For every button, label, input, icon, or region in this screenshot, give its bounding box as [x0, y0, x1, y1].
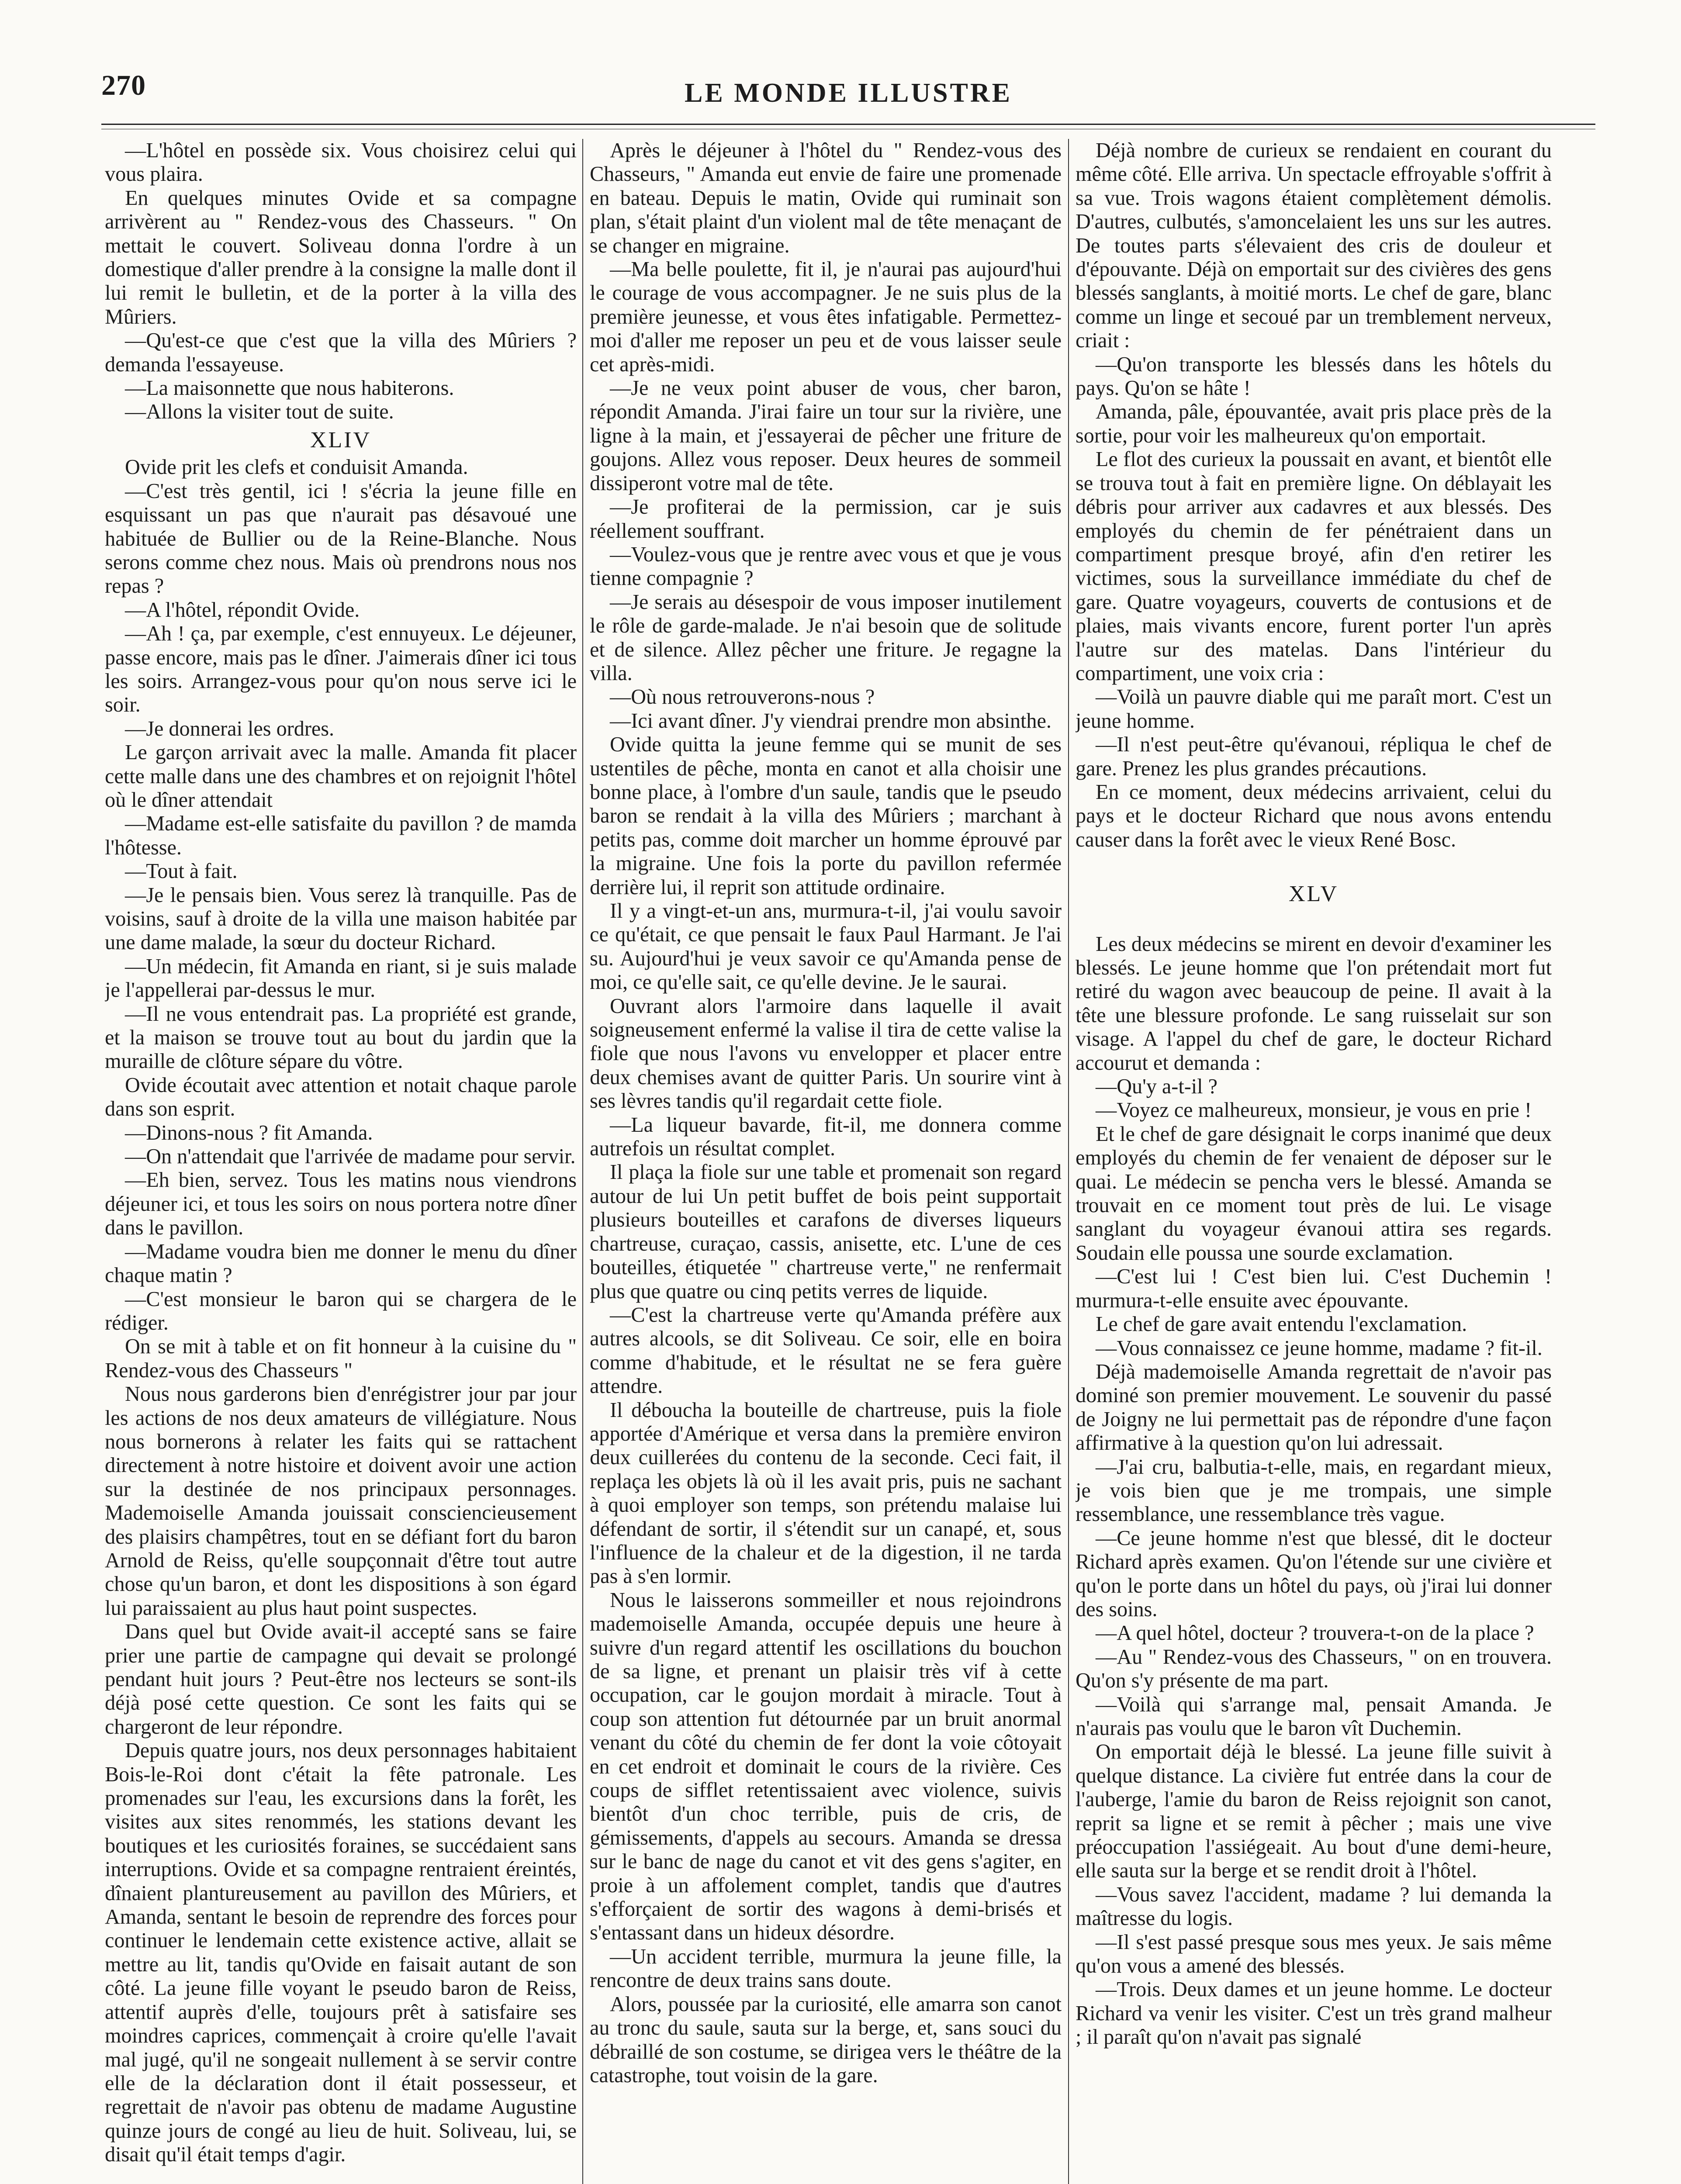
- paragraph: —C'est très gentil, ici ! s'écria la jeune fille en esquissant un pas que n'aurait pas désavoué une habituée de Bullier ou de la Reine-Blanche. Nous serons comme chez nous. Mais où prendrons nous nos repas ?: [105, 479, 577, 598]
- paragraph: —Ce jeune homme n'est que blessé, dit le docteur Richard après examen. Qu'on l'étende sur une civière et qu'on le porte dans un hôtel du pays, où j'irai lui donner des soins.: [1076, 1526, 1552, 1621]
- paragraph: —Tout à fait.: [125, 860, 238, 883]
- paragraph: —A l'hôtel, répondit Ovide.: [125, 598, 360, 622]
- paragraph: —Qu'est-ce que c'est que la villa des Mûriers ? demanda l'essayeuse.: [105, 329, 577, 376]
- paragraph: —J'ai cru, balbutia-t-elle, mais, en regardant mieux, je vois bien que je me trompais, une simple ressemblance, une ressemblance très vague.: [1076, 1455, 1552, 1526]
- paragraph: Amanda, pâle, épouvantée, avait pris place près de la sortie, pour voir les malheureux qu'on emportait.: [1076, 400, 1552, 447]
- paragraph: —C'est la chartreuse verte qu'Amanda préfère aux autres alcools, se dit Soliveau. Ce soir, elle en boira comme d'habitude, et le résultat ne se fera guère attendre.: [590, 1303, 1062, 1398]
- chapter-heading: XLV: [1288, 881, 1339, 907]
- paragraph: —Il ne vous entendrait pas. La propriété est grande, et la maison se trouve tout au bout du jardin que la muraille de clôture sépare du vôtre.: [105, 1002, 577, 1073]
- article-body: [105, 139, 1595, 2184]
- journal-title: LE MONDE ILLUSTRE: [685, 78, 1012, 108]
- paragraph: En quelques minutes Ovide et sa compagne arrivèrent au " Rendez-vous des Chasseurs. " On mettait le couvert. Soliveau donna l'ordre à un domestique d'aller prendre à la consigne la malle dont il lui remit le bulletin, et de la porter à la villa des Mûriers.: [105, 186, 577, 328]
- paragraph: Ovide prit les clefs et conduisit Amanda.: [125, 456, 468, 479]
- paragraph: —Je donnerai les ordres.: [125, 717, 335, 740]
- paragraph: —Je ne veux point abuser de vous, cher baron, répondit Amanda. J'irai faire un tour sur la rivière, une ligne à la main, et j'essayerai de pêcher une friture de goujons. Allez vous reposer. Deux heures de sommeil dissiperont votre mal de tête.: [590, 377, 1062, 495]
- paragraph: —Je profiterai de la permission, car je suis réellement souffrant.: [590, 495, 1062, 543]
- paragraph: —Madame est-elle satisfaite du pavillon ? de mamda l'hôtesse.: [105, 812, 577, 859]
- paragraph: On emportait déjà le blessé. La jeune fille suivit à quelque distance. La civière fut entrée dans la cour de l'auberge, l'amie du baron de Reiss rejoignit son canot, reprit sa ligne et se remit à pêcher ; mais une vive préoccupation l'assiégeait. Au bout d'une demi-heure, elle sauta sur la berge et se rendit droit à l'hôtel.: [1076, 1740, 1552, 1883]
- paragraph: —Ici avant dîner. J'y viendrai prendre mon absinthe.: [610, 709, 1051, 733]
- page-header: [101, 66, 1595, 114]
- header-rule-top: [101, 124, 1595, 125]
- paragraph: —Vous connaissez ce jeune homme, madame ? fit-il.: [1096, 1336, 1543, 1360]
- paragraph: —Allons la visiter tout de suite.: [125, 400, 394, 424]
- paragraph: Déjà nombre de curieux se rendaient en courant du même côté. Elle arriva. Un spectacle effroyable s'offrit à sa vue. Trois wagons étaient complètement démolis. D'autres, culbutés, s'amoncelaient les uns sur les autres. De toutes parts s'élevaient des cris de douleur et d'épouvante. Déjà on emportait sur des civières des gens blessés sanglants, à moitié morts. Le chef de gare, blanc comme un linge et secoué par un tremblement nerveux, criait :: [1076, 139, 1552, 352]
- paragraph: —Il n'est peut-être qu'évanoui, répliqua le chef de gare. Prenez les plus grandes précautions.: [1076, 733, 1552, 780]
- paragraph: Il plaça la fiole sur une table et promenait son regard autour de lui Un petit buffet de bois peint supportait plusieurs bouteilles et carafons de diverses liqueurs chartreuse, curaçao, cassis, anisette, etc. L'une de ces bouteilles, étiquetée " chartreuse verte," ne renfermait plus que quatre ou cinq petits verres de liquide.: [590, 1161, 1062, 1303]
- paragraph: —Il s'est passé presque sous mes yeux. Je sais même qu'on vous a amené des blessés.: [1076, 1930, 1552, 1978]
- paragraph: —Eh bien, servez. Tous les matins nous viendrons déjeuner ici, et tous les soirs on nous portera notre dîner dans le pavillon.: [105, 1168, 577, 1240]
- paragraph: —C'est monsieur le baron qui se chargera de le rédiger.: [105, 1287, 577, 1334]
- paragraph: —Au " Rendez-vous des Chasseurs, " on en trouvera. Qu'on s'y présente de ma part.: [1076, 1645, 1552, 1693]
- paragraph: —Qu'on transporte les blessés dans les hôtels du pays. Qu'on se hâte !: [1076, 352, 1552, 400]
- paragraph: Les deux médecins se mirent en devoir d'examiner les blessés. Le jeune homme que l'on prétendait mort fut retiré du wagon avec beaucoup de peine. Il avait à la tête une blessure profonde. Le sang ruisselait sur son visage. A l'appel du chef de gare, le docteur Richard accourut et demanda :: [1076, 932, 1552, 1075]
- paragraph: —Je le pensais bien. Vous serez là tranquille. Pas de voisins, sauf à droite de la villa une maison habitée par une dame malade, la sœur du docteur Richard.: [105, 883, 577, 954]
- paragraph: —La liqueur bavarde, fit-il, me donnera comme autrefois un résultat complet.: [590, 1113, 1062, 1161]
- paragraph: —Voyez ce malheureux, monsieur, je vous en prie !: [1096, 1099, 1532, 1122]
- paragraph: Depuis quatre jours, nos deux personnages habitaient Bois-le-Roi dont c'était la fête patronale. Les promenades sur l'eau, les excursions dans la forêt, les visites aux sites renommés, les stations devant les boutiques et les curiosités foraines, se succédaient sans interruptions. Ovide et sa compagne rentraient éreintés, dînaient plantureusement au pavillon des Mûriers, et Amanda, sentant le besoin de reprendre des forces pour continuer le lendemain cette existence active, allait se mettre au lit, tandis qu'Ovide en faisait autant de son côté. La jeune fille voyant le pseudo baron de Reiss, attentif auprès d'elle, toujours prêt à satisfaire ses moindres caprices, commençait à croire qu'elle l'avait mal jugé, qu'il ne songeait nullement à se servir contre elle de la déclaration dont il était possesseur, et regrettait de n'avoir pas obtenu de madame Augustine quinze jours de congé au lieu de huit. Soliveau, lui, se disait qu'il était temps d'agir.: [105, 1739, 577, 2167]
- paragraph: —Un accident terrible, murmura la jeune fille, la rencontre de deux trains sans doute.: [590, 1945, 1062, 1992]
- paragraph: En ce moment, deux médecins arrivaient, celui du pays et le docteur Richard que nous avons entendu causer dans la forêt avec le vieux René Bosc.: [1076, 780, 1552, 851]
- paragraph: Ovide écoutait avec attention et notait chaque parole dans son esprit.: [105, 1073, 577, 1121]
- chapter-heading: XLIV: [310, 427, 372, 453]
- paragraph: Ouvrant alors l'armoire dans laquelle il avait soigneusement enfermé la valise il tira de cette valise la fiole que nous l'avons vu envelopper et placer entre deux chemises avant de quitter Paris. Un sourire vint à ses lèvres tandis qu'il regardait cette fiole.: [590, 994, 1062, 1113]
- paragraph: —Voilà qui s'arrange mal, pensait Amanda. Je n'aurais pas voulu que le baron vît Duchemin.: [1076, 1693, 1552, 1740]
- paragraph: Après le déjeuner à l'hôtel du " Rendez-vous des Chasseurs, " Amanda eut envie de faire une promenade en bateau. Depuis le matin, Ovide qui ruminait son plan, s'était plaint d'un violent mal de tête menaçant de se changer en migraine.: [590, 139, 1062, 257]
- paragraph: Le garçon arrivait avec la malle. Amanda fit placer cette malle dans une des chambres et on rejoignit l'hôtel où le dîner attendait: [105, 741, 577, 812]
- paragraph: —Ah ! ça, par exemple, c'est ennuyeux. Le déjeuner, passe encore, mais pas le dîner. J'aimerais dîner ici tous les soirs. Arrangez-vous pour qu'on nous serve ici le soir.: [105, 622, 577, 717]
- text-column-1: [105, 139, 577, 2184]
- text-column-2: [590, 139, 1062, 2184]
- paragraph: Ovide quitta la jeune femme qui se munit de ses ustentiles de pêche, monta en canot et alla choisir une bonne place, à l'ombre d'un saule, tandis que le pseudo baron se rendait à la villa des Mûriers ; marchant à petits pas, comme doit marcher un homme éprouvé par la migraine. Une fois la porte du pavillon refermée derrière lui, il reprit son attitude ordinaire.: [590, 733, 1062, 899]
- paragraph: —La maisonnette que nous habiterons.: [125, 377, 454, 400]
- paragraph: Le chef de gare avait entendu l'exclamation.: [1096, 1313, 1467, 1336]
- paragraph: —Où nous retrouverons-nous ?: [610, 685, 875, 709]
- paragraph: Alors, poussée par la curiosité, elle amarra son canot au tronc du saule, sauta sur la berge, et, sans souci du débraillé de son costume, se dirigea vers le théâtre de la catastrophe, tout voisin de la gare.: [590, 1992, 1062, 2087]
- paragraph: —Voulez-vous que je rentre avec vous et que je vous tienne compagnie ?: [590, 543, 1062, 590]
- paragraph: —L'hôtel en possède six. Vous choisirez celui qui vous plaira.: [105, 139, 577, 186]
- paragraph: —Un médecin, fit Amanda en riant, si je suis malade je l'appellerai par-dessus le mur.: [105, 954, 577, 1002]
- paragraph: —Voilà un pauvre diable qui me paraît mort. C'est un jeune homme.: [1076, 685, 1552, 733]
- paragraph: Et le chef de gare désignait le corps inanimé que deux employés du chemin de fer venaient de déposer sur le quai. Le médecin se pencha vers le blessé. Amanda se trouvait en ce moment tout près de lui. Le visage sanglant du voyageur évanoui attira ses regards. Soudain elle poussa une sourde exclamation.: [1076, 1122, 1552, 1265]
- paragraph: —Ma belle poulette, fit il, je n'aurai pas aujourd'hui le courage de vous accompagner. Je ne suis plus de la première jeunesse, et vous êtes infatigable. Permettez-moi d'aller me reposer un peu et de vous laisser seule cet après-midi.: [590, 258, 1062, 376]
- paragraph: Nous le laisserons sommeiller et nous rejoindrons mademoiselle Amanda, occupée depuis une heure à suivre d'un regard attentif les oscillations du bouchon de sa ligne, et prenant un plaisir très vif à cette occupation, car le goujon mordait à miracle. Tout à coup son attention fut détournée par un bruit anormal venant du côté du chemin de fer dont la voie côtoyait en cet endroit et dominait le cours de la rivière. Ces coups de sifflet retentissaient avec violence, suivis bientôt d'un choc terrible, puis de cris, de gémissements, d'appels au secours. Amanda se dressa sur le banc de nage du canot et vit des gens s'agiter, en proie à un affolement complet, tandis que d'autres s'efforçaient de sortir des wagons à demi-brisés et s'entassant dans un hideux désordre.: [590, 1588, 1062, 1945]
- paragraph: —Dinons-nous ? fit Amanda.: [125, 1121, 373, 1144]
- paragraph: Dans quel but Ovide avait-il accepté sans se faire prier une partie de campagne qui devait se prolongé pendant huit jours ? Peut-être nos lecteurs se sont-ils déjà posé cette question. Ce sont les faits qui se chargeront de leur répondre.: [105, 1620, 577, 1738]
- paragraph: —Vous savez l'accident, madame ? lui demanda la maîtresse du logis.: [1076, 1883, 1552, 1930]
- paragraph: —Madame voudra bien me donner le menu du dîner chaque matin ?: [105, 1240, 577, 1287]
- paragraph: —Trois. Deux dames et un jeune homme. Le docteur Richard va venir les visiter. C'est un très grand malheur ; il paraît qu'on n'avait pas signalé: [1076, 1978, 1552, 2049]
- paragraph: —C'est lui ! C'est bien lui. C'est Duchemin ! murmura-t-elle ensuite avec épouvante.: [1076, 1265, 1552, 1312]
- paragraph: Le flot des curieux la poussait en avant, et bientôt elle se trouva tout à fait en première ligne. On déblayait les débris pour arriver aux cadavres et aux blessés. Des employés du chemin de fer pénétraient dans un compartiment presque broyé, afin d'en retirer les victimes, sous la surveillance immédiate du chef de gare. Quatre voyageurs, couverts de contusions et de plaies, mais vivants encore, furent porter l'un après l'autre sur des matelas. Dans l'intérieur du compartiment, une voix cria :: [1076, 448, 1552, 685]
- paragraph: —A quel hôtel, docteur ? trouvera-t-on de la place ?: [1096, 1621, 1534, 1645]
- paragraph: Déjà mademoiselle Amanda regrettait de n'avoir pas dominé son premier mouvement. Le souvenir du passé de Joigny ne lui permettait pas de répondre d'une façon affirmative à la question qu'on lui adressait.: [1076, 1360, 1552, 1455]
- paragraph: Nous nous garderons bien d'enrégistrer jour par jour les actions de nos deux amateurs de villégiature. Nous nous bornerons à relater les faits qui se rattachent directement à notre histoire et doivent avoir une action sur la destinée de nos principaux personnages. Mademoiselle Amanda jouissait consciencieusement des plaisirs champêtres, tout en se défiant fort du baron Arnold de Reiss, qu'elle soupçonnait d'être tout autre chose qu'un baron, et dont les dispositions à son égard lui paraissaient au plus haut point suspectes.: [105, 1382, 577, 1620]
- text-column-3: [1076, 139, 1552, 2184]
- paragraph: Il y a vingt-et-un ans, murmura-t-il, j'ai voulu savoir ce qu'était, ce que pensait le faux Paul Harmant. Je l'ai su. Aujourd'hui je veux savoir ce qu'Amanda pense de moi, ce qu'elle sait, ce qu'elle devine. Je le saurai.: [590, 899, 1062, 994]
- paragraph: On se mit à table et on fit honneur à la cuisine du " Rendez-vous des Chasseurs ": [105, 1335, 577, 1382]
- paragraph: —Qu'y a-t-il ?: [1096, 1075, 1218, 1099]
- page-number: 270: [101, 69, 146, 101]
- paragraph: —Je serais au désespoir de vous imposer inutilement le rôle de garde-malade. Je n'ai besoin que de solitude et de silence. Allez pêcher une friture. Je regagne la villa.: [590, 590, 1062, 685]
- paragraph: —On n'attendait que l'arrivée de madame pour servir.: [125, 1145, 576, 1168]
- paragraph: Il déboucha la bouteille de chartreuse, puis la fiole apportée d'Amérique et versa dans la première environ deux cuillerées du contenu de la seconde. Ceci fait, il replaça les objets là où il les avait pris, puis ne sachant à quoi employer son temps, son prétendu malaise lui défendant de sortir, il s'étendit sur un canapé, et, sous l'influence de la chaleur et de la digestion, il ne tarda pas à s'en lormir.: [590, 1398, 1062, 1588]
